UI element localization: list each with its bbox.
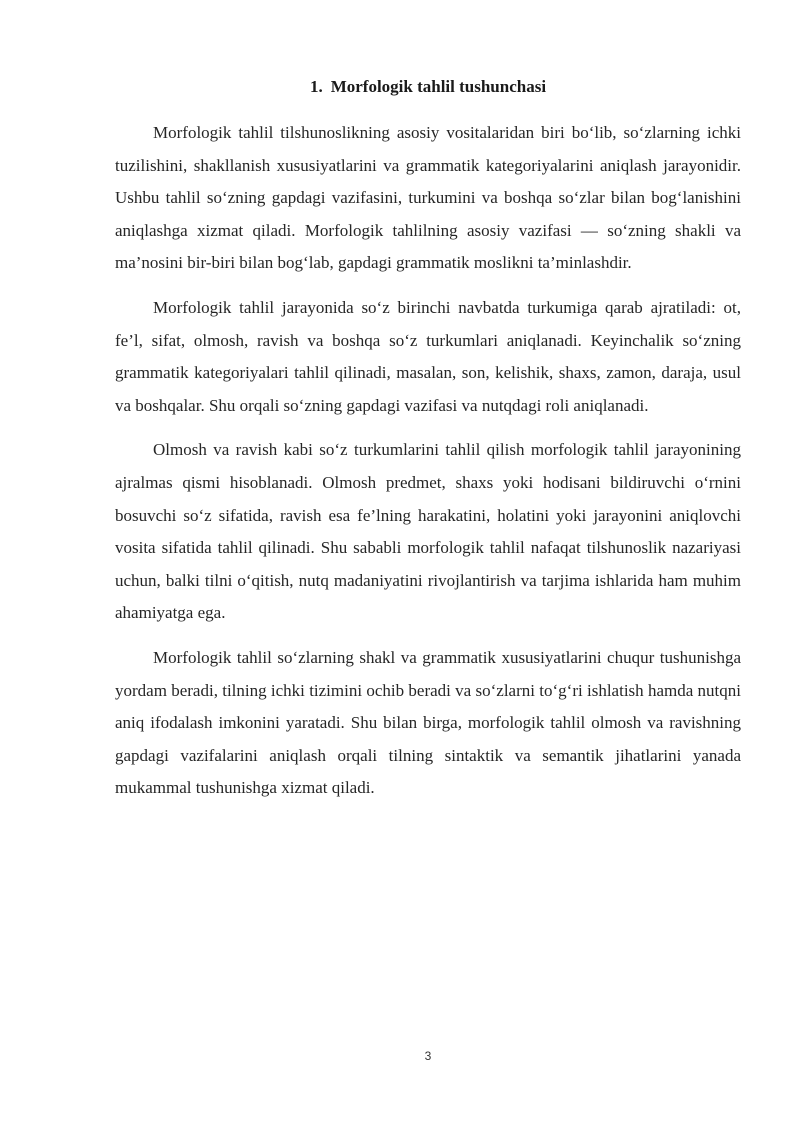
heading-title: Morfologik tahlil tushunchasi bbox=[330, 77, 547, 96]
paragraph-3: Olmosh va ravish kabi so‘z turkumlarini tahlil qilish morfologik tahlil jarayonining ajralmas qismi hisoblanadi. Olmosh predmet, shaxs yoki hodisani bildiruvchi o‘rnini bosuvchi so‘z sifatida, ravish esa fe’lning harakatini, holatini yoki jarayonini aniqlovchi vosita sifatida tahlil qilinadi. Shu sababli morfologik tahlil nafaqat tilshunoslik nazariyasi uchun, balki tilni o‘qitish, nutq madaniyatini rivojlantirish va tarjima ishlarida ham muhim ahamiyatga ega. bbox=[115, 440, 741, 623]
heading-number: 1. bbox=[309, 77, 323, 96]
paragraph-2: Morfologik tahlil jarayonida so‘z birinchi navbatda turkumiga qarab ajratiladi: ot, fe’l, sifat, olmosh, ravish va boshqa so‘z turkumlari aniqlanadi. Keyinchalik so‘zning grammatik kategoriyalari tahlil qilinadi, masalan, son, kelishik, shaxs, zamon, daraja, usul va boshqalar. Shu orqali so‘zning gapdagi vazifasi va nutqdagi roli aniqlanadi. bbox=[115, 297, 741, 415]
paragraph-4: Morfologik tahlil so‘zlarning shakl va grammatik xususiyatlarini chuqur tushunishga yordam beradi, tilning ichki tizimini ochib beradi va so‘zlarni to‘g‘ri ishlatish hamda nutqni aniq ifodalash imkonini yaratadi. Shu bilan birga, morfologik tahlil olmosh va ravishning gapdagi vazifalarini aniqlash orqali tilning sintaktik va semantik jihatlarini yanada mukammal tushunishga xizmat qiladi. bbox=[115, 647, 741, 798]
body-text bbox=[115, 117, 741, 817]
section-heading bbox=[0, 77, 800, 97]
paragraph-1: Morfologik tahlil tilshunoslikning asosiy vositalaridan biri bo‘lib, so‘zlarning ichki tuzilishini, shakllanish xususiyatlarini va grammatik kategoriyalarini aniqlash jarayonidir. Ushbu tahlil so‘zning gapdagi vazifasini, turkumini va boshqa so‘zlar bilan bog‘lanishini aniqlashga xizmat qiladi. Morfologik tahlilning asosiy vazifasi — so‘zning shakli va ma’nosini bir-biri bilan bog‘lab, gapdagi grammatik moslikni ta’minlashdir. bbox=[115, 123, 741, 273]
page-number: 3 bbox=[424, 1049, 432, 1063]
